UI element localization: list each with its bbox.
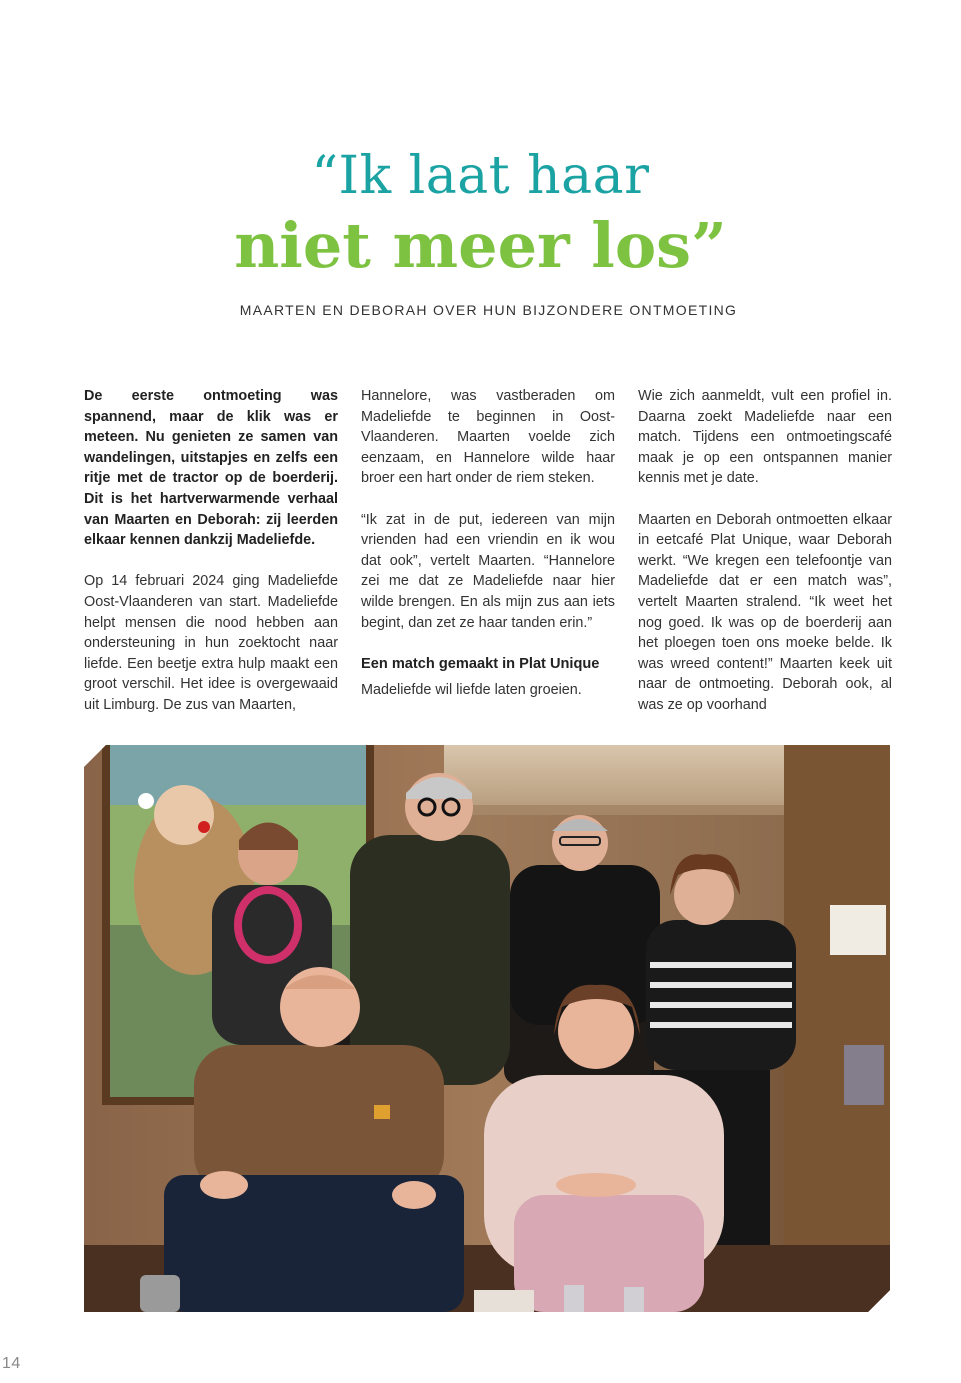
title-line-2: niet meer los” bbox=[234, 209, 727, 282]
lead-paragraph: De eerste ontmoeting was spannend, maar de klik was er meteen. Nu genieten ze samen van wandelingen, uitstapjes en zelfs een ritje met de tractor op de boerderij. Dit is het hartverwarmende verhaal van Maarten en Deborah: zij leerden elkaar kennen dankzij Madeliefde. bbox=[84, 388, 338, 549]
paragraph: Madeliefde wil liefde laten groeien. bbox=[361, 682, 582, 699]
paragraph: Maarten en Deborah ontmoetten elkaar in eetcafé Plat Unique, waar Deborah werkt. “We kregen een telefoontje van Madeliefde dat er een match was”, vertelt Maarten stralend. “Ik weet het nog goed. Ik was op de boerderij aan het ploegen toen ons moeke belde. Ik was wreed content!” Maarten keek uit naar de ontmoeting. Deborah ook, al was ze op voorhand bbox=[638, 511, 892, 713]
title-line-1: “Ik laat haar bbox=[311, 146, 650, 206]
group-photo bbox=[84, 745, 890, 1312]
paragraph: Wie zich aanmeldt, vult een profiel in. Daarna zoekt Madeliefde naar een match. Tijdens een ontmoetingscafé maak je op een ontspannen manier kennis met je date. bbox=[638, 388, 892, 487]
column-3 bbox=[638, 386, 892, 716]
paragraph: “Ik zat in de put, iedereen van mijn vrienden had een vriendin en ik wou dat ook”, vertelt Maarten. “Hannelore zei me dat ze Madeliefde naar hier wilde brengen. En als mijn zus aan iets begint, dan zet ze haar tanden erin.” bbox=[361, 511, 615, 631]
section-heading: Een match gemaakt in Plat Unique bbox=[361, 655, 600, 672]
subtitle: MAARTEN EN DEBORAH OVER HUN BIJZONDERE ONTMOETING bbox=[239, 302, 738, 318]
paragraph: Op 14 februari 2024 ging Madeliefde Oost-Vlaanderen van start. Madeliefde helpt mensen die nood hebben aan ondersteuning in hun zoektocht naar liefde. Een beetje extra hulp maakt een groot verschil. Het idee is overgewaaid uit Limburg. De zus van Maarten, bbox=[84, 573, 338, 713]
column-1 bbox=[84, 386, 338, 716]
paragraph: Hannelore, was vastberaden om Madeliefde te beginnen in Oost-Vlaanderen. Maarten voelde zich eenzaam, en Hannelore wilde haar broer een hart onder de riem steken. bbox=[361, 388, 615, 487]
column-2 bbox=[361, 386, 615, 701]
page-number: 14 bbox=[2, 1355, 21, 1372]
